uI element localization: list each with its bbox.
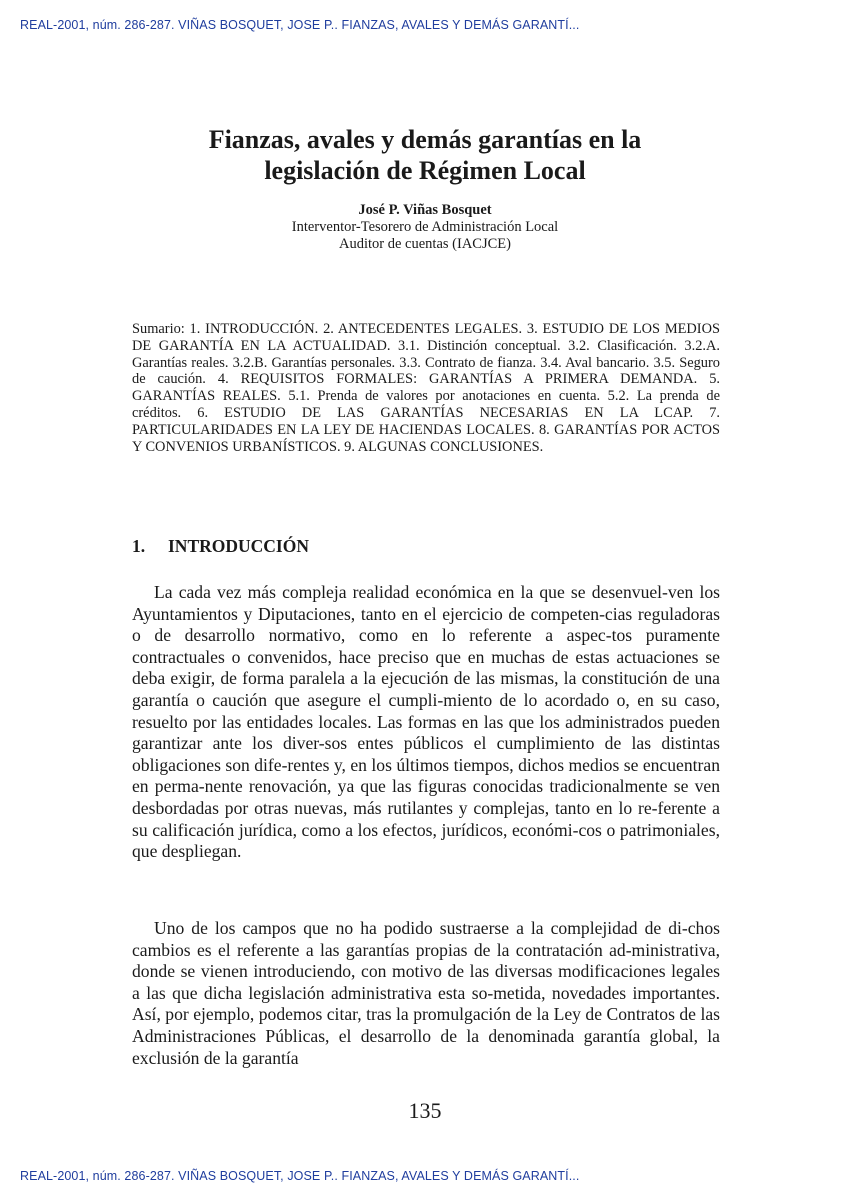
running-header: REAL-2001, núm. 286-287. VIÑAS BOSQUET, JOSE P.. FIANZAS, AVALES Y DEMÁS GARANTÍ... — [20, 18, 580, 32]
article-title — [100, 124, 750, 186]
article-title-line-2: legislación de Régimen Local — [264, 156, 586, 185]
running-footer: REAL-2001, núm. 286-287. VIÑAS BOSQUET, JOSE P.. FIANZAS, AVALES Y DEMÁS GARANTÍ... — [20, 1169, 580, 1183]
author-affiliation-2: Auditor de cuentas (IACJCE) — [339, 236, 511, 252]
summary: Sumario: 1. INTRODUCCIÓN. 2. ANTECEDENTES LEGALES. 3. ESTUDIO DE LOS MEDIOS DE GARANTÍA EN LA ACTUALIDAD. 3.1. Distinción conceptual. 3.2. Clasificación. 3.2.A. Garantías reales. 3.2.B. Garantías personales. 3.3. Contrato de fianza. 3.4. Aval bancario. 3.5. Seguro de caución. 4. REQUISITOS FORMALES: GARANTÍAS A PRIMERA DEMANDA. 5. GARANTÍAS REALES. 5.1. Prenda de valores por anotaciones en cuenta. 5.2. La prenda de créditos. 6. ESTUDIO DE LAS GARANTÍAS NECESARIAS EN LA LCAP. 7. PARTICULARIDADES EN LA LEY DE HACIENDAS LOCALES. 8. GARANTÍAS POR ACTOS Y CONVENIOS URBANÍSTICOS. 9. ALGUNAS CONCLUSIONES. — [132, 321, 720, 455]
section-heading — [132, 536, 309, 557]
section-number: 1. — [132, 536, 146, 556]
article-title-line-1: Fianzas, avales y demás garantías en la — [208, 125, 642, 154]
author-name: José P. Viñas Bosquet — [358, 202, 492, 218]
body-paragraph-1: La cada vez más compleja realidad económica en la que se desenvuel-ven los Ayuntamientos y Diputaciones, tanto en el ejercicio de competen-cias reguladoras o de desarrollo normativo, como en lo referente a aspec-tos puramente contractuales o convenidos, hace preciso que en muchas de estas actuaciones se deba exigir, de forma paralela a la ejecución de las mismas, la constitución de una garantía o caución que asegure el cumpli-miento de lo acordado o, en su caso, resuelto por las entidades locales. Las formas en las que los administrados pueden garantizar ante los diver-sos entes públicos el cumplimiento de las distintas obligaciones son dife-rentes y, en los últimos tiempos, dichos medios se encuentran en perma-nente renovación, ya que las figuras conocidas tradicionalmente se ven desbordadas por otras nuevas, más rutilantes y complejas, tanto en lo re-ferente a su calificación jurídica, como a los efectos, jurídicos, económi-cos o patrimoniales, que despliegan. — [132, 582, 720, 862]
author-block — [100, 202, 750, 253]
author-affiliation-1: Interventor-Tesorero de Administración Local — [291, 219, 559, 235]
page-number: 135 — [408, 1098, 442, 1123]
section-title: INTRODUCCIÓN — [168, 536, 309, 556]
body-paragraph-2: Uno de los campos que no ha podido sustraerse a la complejidad de di-chos cambios es el referente a las garantías propias de la contratación ad-ministrativa, donde se vienen introduciendo, con motivo de las diversas modificaciones legales a las que dicha legislación administrativa esta so-metida, novedades importantes. Así, por ejemplo, podemos citar, tras la promulgación de la Ley de Contratos de las Administraciones Públicas, el desarrollo de la denominada garantía global, la exclusión de la garantía — [132, 918, 720, 1068]
